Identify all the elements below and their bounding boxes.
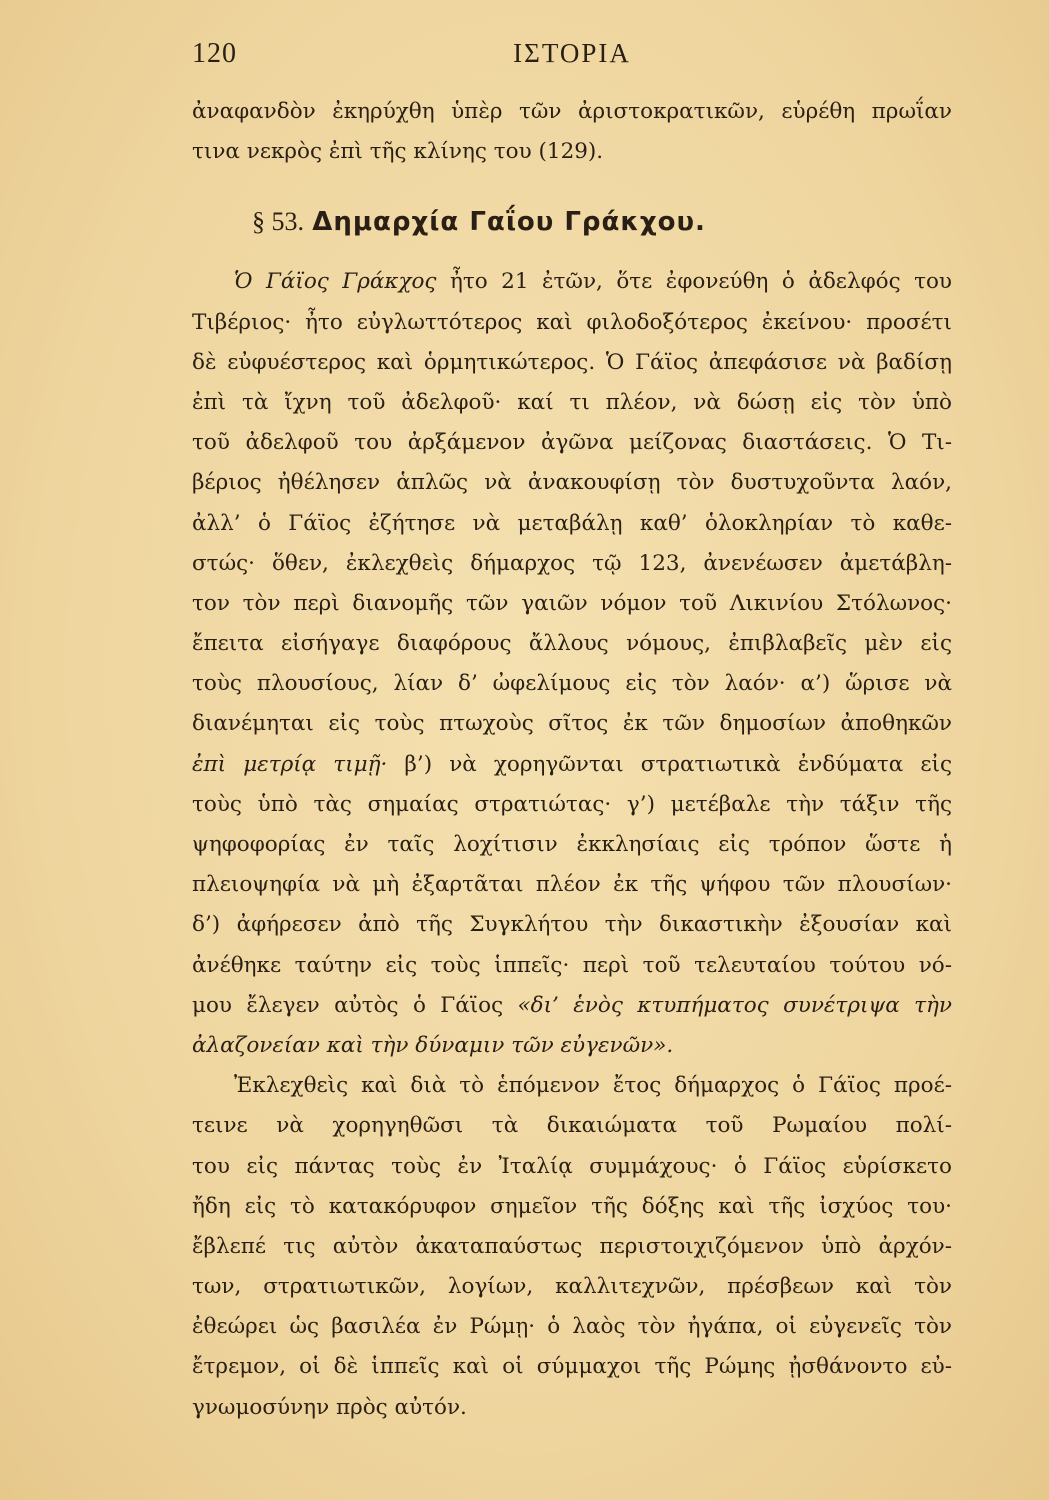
page-number: 120 [192,38,237,69]
text-line: δὲ εὐφυέστερος καὶ ὁρμητικώτερος. Ὁ Γάϊος ἀπεφάσισε νὰ βαδίσῃ [192,349,952,375]
text-line: τοῦ ἀδελφοῦ του ἀρξάμενον ἀγῶνα μείζονας διαστάσεις. Ὁ Τι- [192,430,952,456]
section-title: Δημαρχία Γαΐου Γράκχου. [312,207,706,238]
italic-quote: ἀλαζονείαν καὶ τὴν δύναμιν τῶν εὐγενῶν». [192,1032,674,1058]
text-span: μου ἔλεγεν αὐτὸς ὁ Γάϊος [192,992,518,1018]
text-line: Ἐκλεχθεὶς καὶ διὰ τὸ ἑπόμενον ἔτος δήμαρχος ὁ Γάϊος προέ- [234,1073,952,1099]
page-body [192,92,952,1428]
text-line: ἀναφανδὸν ἐκηρύχθη ὑπὲρ τῶν ἀριστοκρατικῶν, εὑρέθη πρωΐαν [192,99,952,124]
text-line: ἔβλεπέ τις αὐτὸν ἀκαταπαύστως περιστοιχιζόμενον ὑπὸ ἀρχόν- [192,1233,952,1259]
text-line: τοὺς πλουσίους, λίαν δ’ ὠφελίμους εἰς τὸν λαόν· α’) ὥρισε νὰ [192,671,952,697]
section-number: § 53. [252,207,304,237]
text-line: ἀλλ’ ὁ Γάϊος ἐζήτησε νὰ μεταβάλῃ καθ’ ὁλοκληρίαν τὸ καθε- [192,510,952,536]
text-line: ἔτρεμον, οἱ δὲ ἱππεῖς καὶ οἱ σύμμαχοι τῆς Ρώμης ᾐσθάνοντο εὐ- [192,1354,952,1380]
text-line: ἤδη εἰς τὸ κατακόρυφον σημεῖον τῆς δόξης καὶ τῆς ἰσχύος του· [192,1193,952,1219]
text-line [192,1026,952,1066]
text-line: τον τὸν περὶ διανομῆς τῶν γαιῶν νόμον τοῦ Λικινίου Στόλωνος· [192,590,952,616]
section-heading [192,202,952,242]
text-line: των, στρατιωτικῶν, λογίων, καλλιτεχνῶν, πρέσβεων καὶ τὸν [192,1274,952,1300]
text-line: ἀνέθηκε ταύτην εἰς τοὺς ἱππεῖς· περὶ τοῦ τελευταίου τούτου νό- [192,952,952,978]
text-line: διανέμηται εἰς τοὺς πτωχοὺς σῖτος ἐκ τῶν δημοσίων ἀποθηκῶν [192,711,952,737]
text-span: β’) νὰ χορηγῶνται στρατιωτικὰ ἐνδύματα εἰς [387,751,952,777]
page-header [192,38,952,78]
text-line: τεινε νὰ χορηγηθῶσι τὰ δικαιώματα τοῦ Ρωμαίου πολί- [192,1113,952,1139]
italic-name: Ὁ Γάϊος Γράκχος [234,269,437,295]
text-line [192,986,952,1026]
text-line [192,262,952,302]
text-line: ἐθεώρει ὡς βασιλέα ἐν Ρώμῃ· ὁ λαὸς τὸν ἠγάπα, οἱ εὐγενεῖς τὸν [192,1314,952,1340]
running-title: ΙΣΤΟΡΙΑ [513,38,631,68]
text-span: ἦτο 21 ἐτῶν, ὅτε ἐφονεύθη ὁ ἀδελφός του [436,269,953,295]
text-line: τινα νεκρὸς ἐπὶ τῆς κλίνης του (129). [192,139,604,165]
text-line: δ’) ἀφήρεσεν ἀπὸ τῆς Συγκλήτου τὴν δικαστικὴν ἐξουσίαν καὶ [192,912,952,938]
italic-phrase: ἐπὶ μετρίᾳ τιμῇ· [192,751,388,777]
text-line: πλειοψηφία νὰ μὴ ἐξαρτᾶται πλέον ἐκ τῆς ψήφου τῶν πλουσίων· [192,872,952,898]
text-line: του εἰς πάντας τοὺς ἐν Ἰταλίᾳ συμμάχους· ὁ Γάϊος εὑρίσκετο [192,1153,952,1179]
text-line: ἔπειτα εἰσήγαγε διαφόρους ἄλλους νόμους, ἐπιβλαβεῖς μὲν εἰς [192,631,952,657]
text-line: τοὺς ὑπὸ τὰς σημαίας στρατιώτας· γ’) μετέβαλε τὴν τάξιν τῆς [192,791,952,817]
text-line [192,745,952,785]
text-line: γνωμοσύνην πρὸς αὐτόν. [192,1394,467,1420]
text-line: Τιβέριος· ἦτο εὐγλωττότερος καὶ φιλοδοξότερος ἐκείνου· προσέτι [192,309,952,335]
text-line: ἐπὶ τὰ ἴχνη τοῦ ἀδελφοῦ· καί τι πλέον, νὰ δώσῃ εἰς τὸν ὑπὸ [192,389,952,415]
text-line: ψηφοφορίας ἐν ταῖς λοχίτισιν ἐκκλησίαις εἰς τρόπον ὥστε ἡ [192,832,952,857]
text-line: βέριος ἠθέλησεν ἁπλῶς νὰ ἀνακουφίσῃ τὸν δυστυχοῦντα λαόν, [192,470,952,496]
italic-quote: «δι’ ἑνὸς κτυπήματος συνέτριψα τὴν [517,992,952,1018]
text-line: στώς· ὅθεν, ἐκλεχθεὶς δήμαρχος τῷ 123, ἀνενέωσεν ἀμετάβλη- [192,550,952,576]
